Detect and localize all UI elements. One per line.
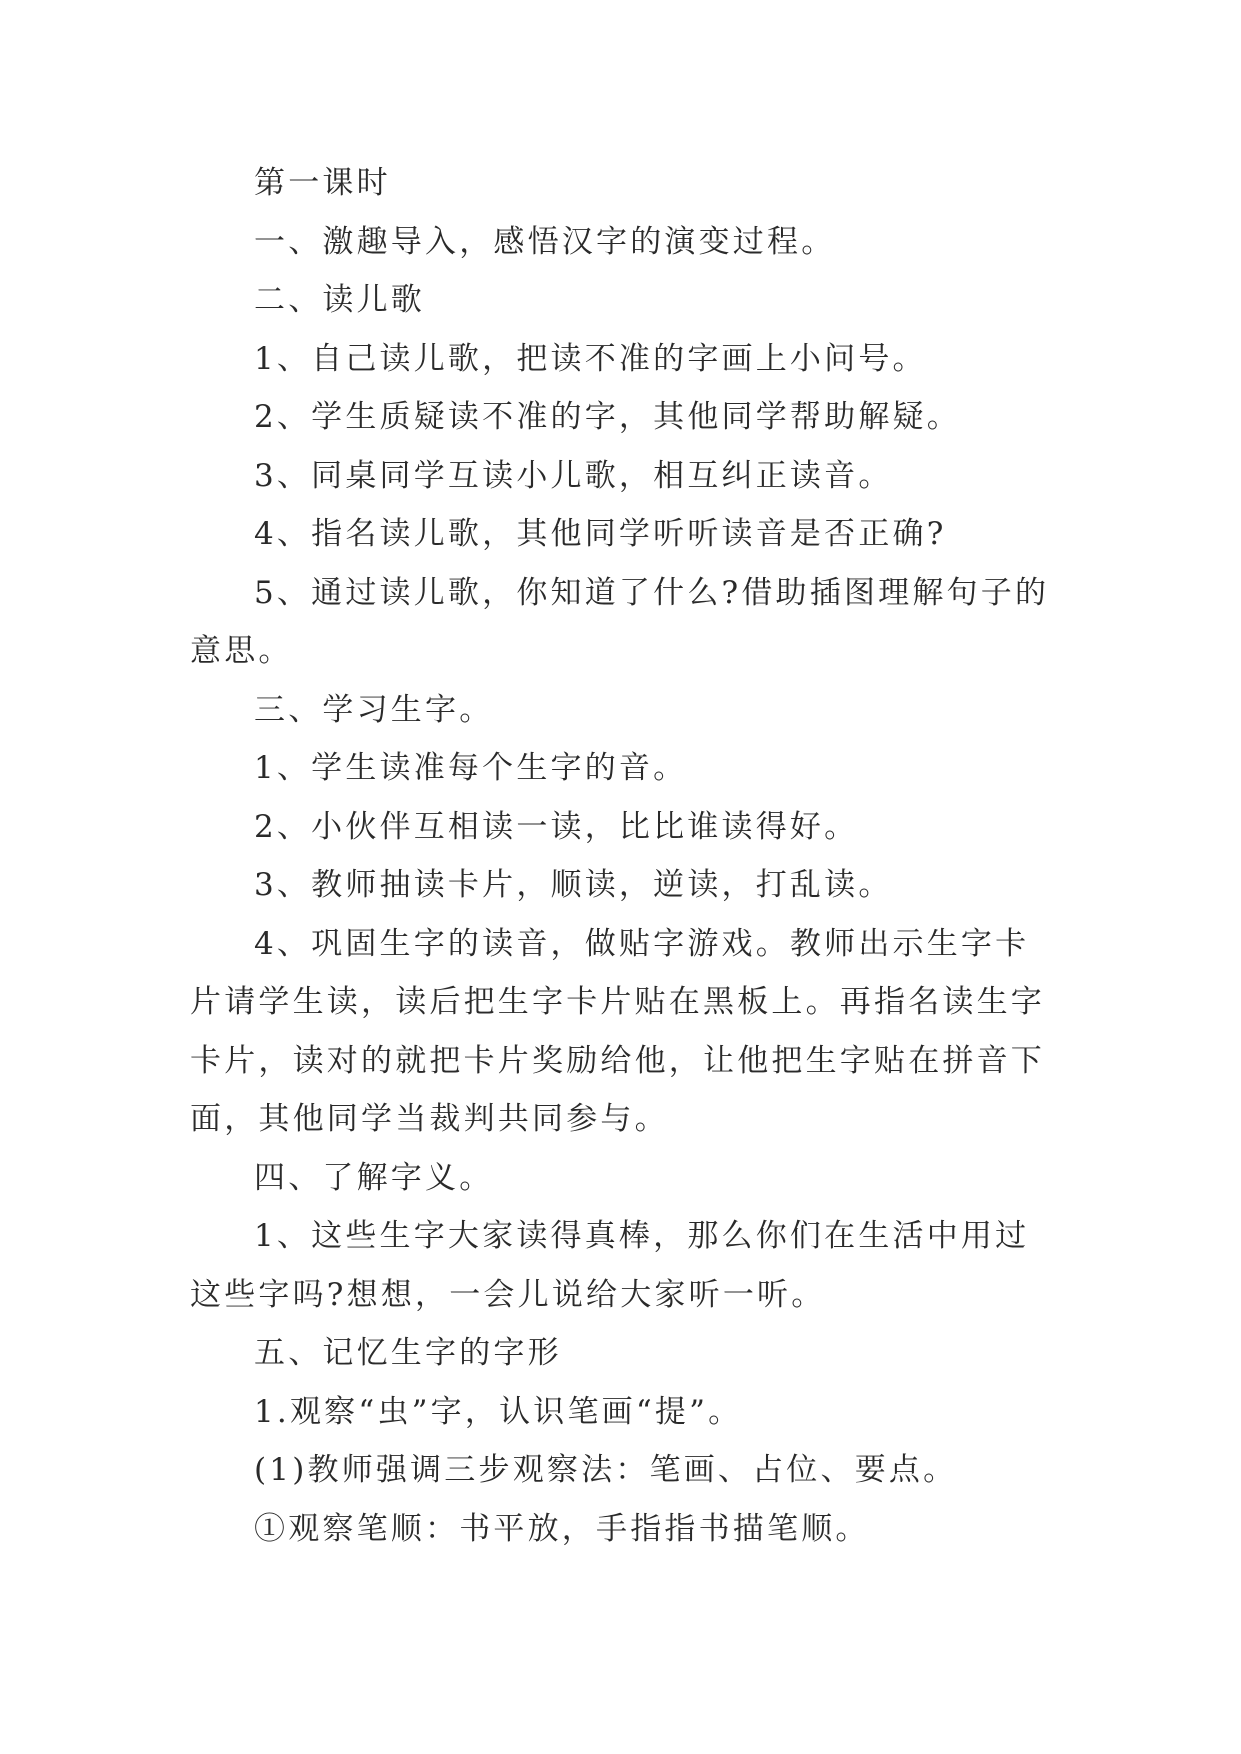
section-heading-meaning: 四、了解字义。 — [254, 1159, 494, 1196]
paragraph-item: 3、教师抽读卡片，顺读，逆读，打乱读。 — [254, 867, 893, 903]
paragraph-item: (1)教师强调三步观察法：笔画、占位、要点。 — [254, 1452, 958, 1488]
paragraph-item: 4、巩固生字的读音，做贴字游戏。教师出示生字卡片请学生读，读后把生字卡片贴在黑板上。再指名读生字卡片，读对的就把卡片奖励给他，让他把生字贴在拼音下面，其他同学当裁判共同参与。 — [190, 925, 1045, 1137]
paragraph-item: 4、指名读儿歌，其他同学听听读音是否正确? — [254, 516, 947, 552]
paragraph-item: 2、小伙伴互相读一读，比比谁读得好。 — [254, 808, 859, 845]
section-heading-read-rhyme: 二、读儿歌 — [254, 282, 425, 318]
paragraph-item: 5、通过读儿歌，你知道了什么?借助插图理解句子的意思。 — [190, 574, 1050, 669]
paragraph-item: 1、自己读儿歌，把读不准的字画上小问号。 — [254, 340, 927, 377]
paragraph-item: 1.观察“虫”字，认识笔画“提”。 — [254, 1393, 743, 1430]
lesson-heading: 第一课时 — [254, 165, 391, 201]
section-heading-learn-characters: 三、学习生字。 — [254, 691, 494, 728]
paragraph-item: 1、这些生字大家读得真棒，那么你们在生活中用过这些字吗?想想，一会儿说给大家听一听。 — [190, 1218, 1030, 1313]
paragraph-item: 1、学生读准每个生字的音。 — [254, 750, 688, 786]
section-heading-shape: 五、记忆生字的字形 — [254, 1335, 562, 1371]
paragraph-item: ①观察笔顺：书平放，手指指书描笔顺。 — [254, 1510, 870, 1547]
document-body — [190, 154, 1054, 1558]
paragraph-item: 3、同桌同学互读小儿歌，相互纠正读音。 — [254, 457, 893, 494]
paragraph-item: 2、学生质疑读不准的字，其他同学帮助解疑。 — [254, 399, 961, 435]
section-heading-intro: 一、激趣导入，感悟汉字的演变过程。 — [254, 223, 836, 260]
